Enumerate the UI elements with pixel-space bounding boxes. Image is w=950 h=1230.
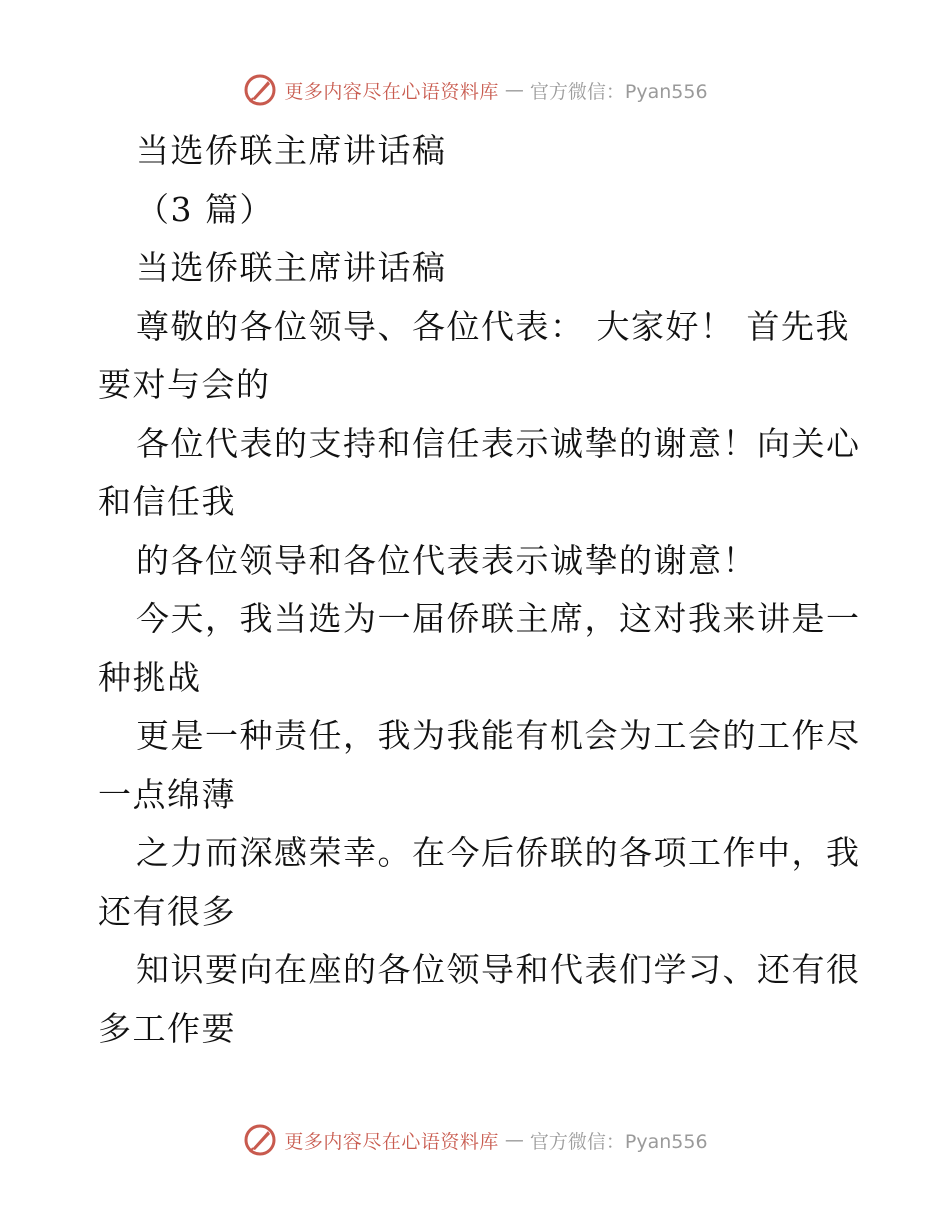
doc-line: 当选侨联主席讲话稿 [136,131,447,170]
doc-line: 知识要向在座的各位领导和代表们学习、还有很 [136,950,861,989]
footer-banner [0,1120,950,1160]
quill-pen-logo-icon [242,1122,278,1158]
doc-line: 更是一种责任，我为我能有机会为工会的工作尽 [136,716,861,755]
header-banner [0,70,950,110]
doc-line: 当选侨联主席讲话稿 [136,248,447,287]
doc-line: 还有很多 [98,891,236,931]
banner-wechat: 官方微信：Pyan556 [529,1130,708,1153]
banner-separator: — [504,1129,524,1151]
doc-line: 今天，我当选为一届侨联主席，这对我来讲是一 [136,599,861,638]
quill-pen-logo-icon [242,72,278,108]
doc-line: 各位代表的支持和信任表示诚挚的谢意！向关心 [136,423,861,463]
doc-line: 多工作要 [98,1008,236,1048]
banner-text: 更多内容尽在心语资料库 [284,1130,499,1153]
doc-line: 和信任我 [98,482,236,521]
banner-wechat: 官方微信：Pyan556 [529,80,708,103]
doc-line: 一点绵薄 [98,774,236,814]
doc-line: 之力而深感荣幸。在今后侨联的各项工作中，我 [136,833,861,872]
doc-line: 尊敬的各位领导、各位代表： 大家好！ 首先我 [136,306,850,346]
doc-line: （3 篇） [136,189,274,229]
doc-line: 种挑战 [98,657,202,697]
banner-separator: — [504,79,524,101]
banner-text: 更多内容尽在心语资料库 [284,80,499,103]
doc-line: 的各位领导和各位代表表示诚挚的谢意！ [136,540,757,580]
document-body [98,122,861,1058]
doc-line: 要对与会的 [98,365,271,404]
